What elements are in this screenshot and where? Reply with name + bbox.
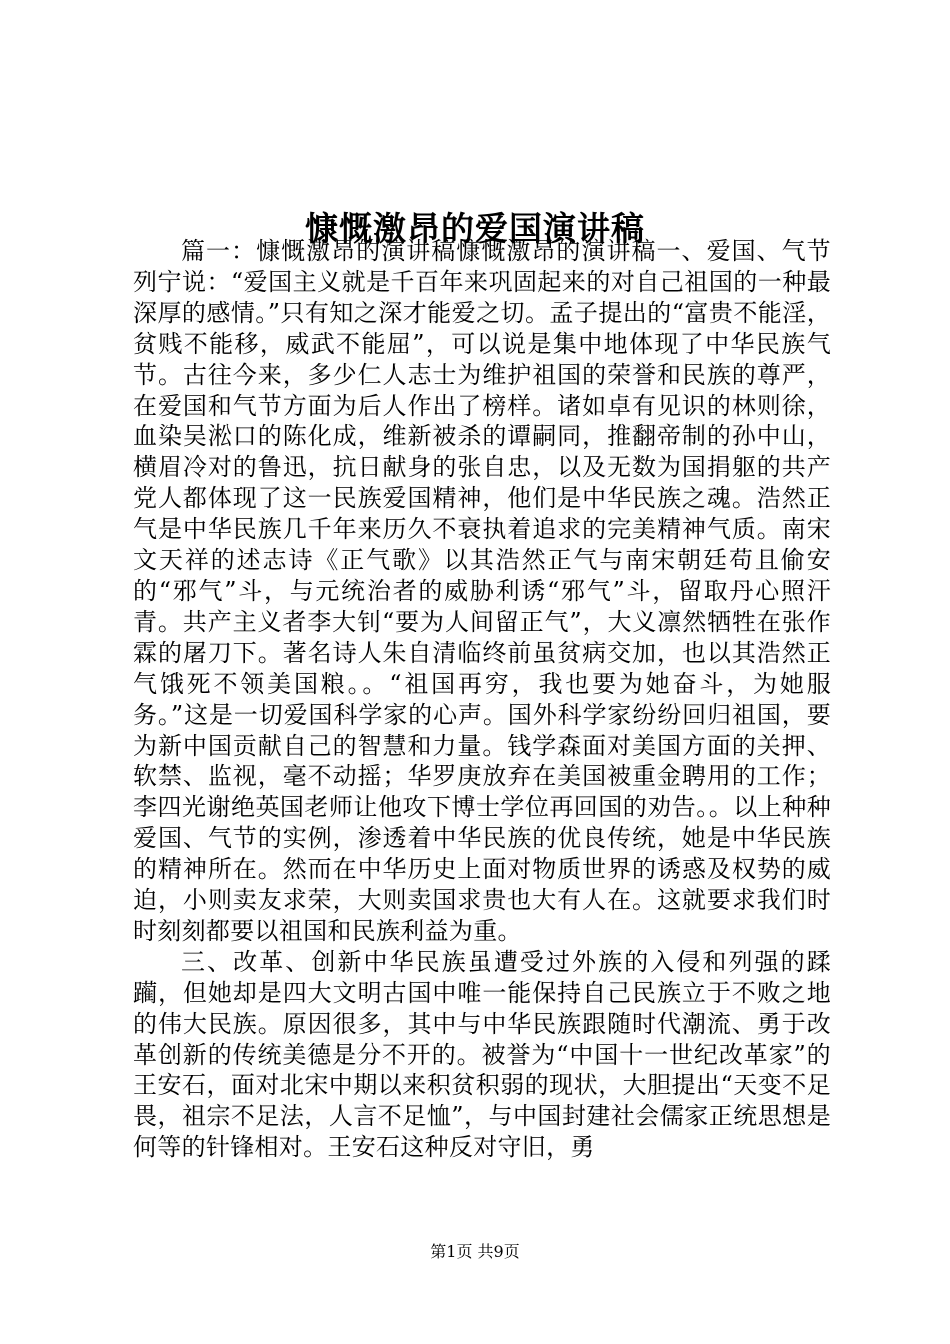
document-title: 慷慨激昂的爱国演讲稿 [305, 209, 645, 249]
paragraph-1: 篇一：慷慨激昂的演讲稿慷慨激昂的演讲稿一、爱国、气节列宁说：“爱国主义就是千百年来巩固起来的对自己祖国的一种最深厚的感情。”只有知之深才能爱之切。孟子提出的“富贵不能淫，贫贱不能移，威武不能屈”，可以说是集中地体现了中华民族气节。古往今来，多少仁人志士为维护祖国的荣誉和民族的尊严，在爱国和气节方面为后人作出了榜样。诸如卓有见识的林则徐，血染吴淞口的陈化成，维新被杀的谭嗣同，推翻帝制的孙中山，横眉冷对的鲁迅，抗日献身的张自忠，以及无数为国捐躯的共产党人都体现了这一民族爱国精神，他们是中华民族之魂。浩然正气是中华民族几千年来历久不衰执着追求的完美精神气质。南宋文天祥的述志诗《正气歌》以其浩然正气与南宋朝廷苟且偷安的“邪气”斗，与元统治者的威胁利诱“邪气”斗，留取丹心照汗青。共产主义者李大钊“要为人间留正气”，大义凛然牺牲在张作霖的屠刀下。著名诗人朱自清临终前虽贫病交加，也以其浩然正气饿死不领美国粮。。“祖国再穷，我也要为她奋斗，为她服务。”这是一切爱国科学家的心声。国外科学家纷纷回归祖国，要为新中国贡献自己的智慧和力量。钱学森面对美国方面的关押、软禁、监视，毫不动摇；华罗庚放弃在美国被重金聘用的工作；李四光谢绝英国老师让他攻下博士学位再回国的劝告。。以上种种爱国、气节的实例，渗透着中华民族的优良传统，她是中华民族的精神所在。然而在中华历史上面对物质世界的诱惑及权势的威迫，小则卖友求荣，大则卖国求贵也大有人在。这就要求我们时时刻刻都要以祖国和民族利益为重。 [133, 237, 831, 945]
page-footer: 第1页 共9页 [430, 1242, 520, 1261]
document-body [133, 236, 831, 1163]
paragraph-2: 三、改革、创新中华民族虽遭受过外族的入侵和列强的蹂躏，但她却是四大文明古国中唯一能保持自己民族立于不败之地的伟大民族。原因很多，其中与中华民族跟随时代潮流、勇于改革创新的传统美德是分不开的。被誉为“中国十一世纪改革家”的王安石，面对北宋中期以来积贫积弱的现状，大胆提出“天变不足畏，祖宗不足法，人言不足恤”，与中国封建社会儒家正统思想是何等的针锋相对。王安石这种反对守旧，勇 [133, 947, 831, 1162]
